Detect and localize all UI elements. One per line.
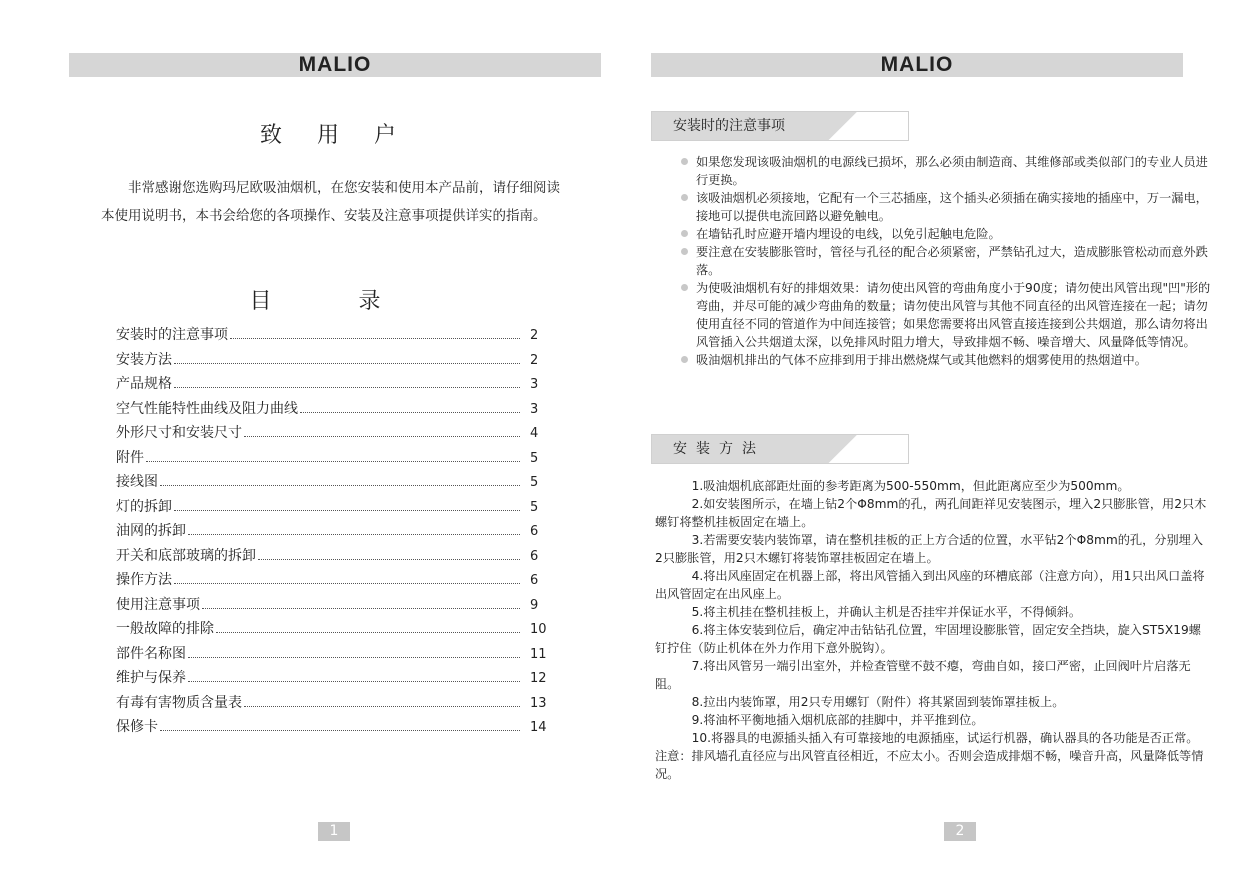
toc-item-label: 空气性能特性曲线及阻力曲线 bbox=[116, 400, 298, 417]
toc-item-label: 安装时的注意事项 bbox=[116, 327, 228, 343]
toc-item-page: 11 bbox=[530, 646, 547, 662]
toc-item-label: 保修卡 bbox=[116, 719, 158, 735]
toc-item-page: 3 bbox=[530, 401, 539, 417]
toc-leader-dots bbox=[174, 386, 520, 388]
installation-step: 8.拉出内装饰罩，用2只专用螺钉（附件）将其紧固到装饰罩挂板上。 bbox=[691, 695, 1065, 709]
toc-item bbox=[116, 692, 548, 717]
toc-item-page: 2 bbox=[530, 328, 539, 343]
toc-leader-dots bbox=[146, 460, 520, 462]
installation-step: 2.如安装图所示，在墙上钻2个Φ8mm的孔，两孔间距祥见安装图示，埋入2只膨胀管，用2只木螺钉将整机挂板固定在墙上。 bbox=[655, 497, 1207, 529]
precaution-item: 该吸油烟机必须接地，它配有一个三芯插座，这个插头必须插在确实接地的插座中，万一漏电，接地可以提供电流回路以避免触电。 bbox=[682, 189, 1212, 225]
brand-logo: MALIO bbox=[298, 53, 372, 76]
toc-item-label: 灯的拆卸 bbox=[116, 498, 172, 515]
toc-item-label: 操作方法 bbox=[116, 572, 172, 588]
toc-leader-dots bbox=[174, 509, 520, 511]
toc-item-page: 5 bbox=[530, 475, 539, 490]
toc-item-label: 附件 bbox=[116, 449, 144, 466]
toc-item-page: 13 bbox=[530, 695, 547, 711]
toc-item bbox=[116, 594, 548, 619]
precaution-item: 在墙钻孔时应避开墙内埋设的电线，以免引起触电危险。 bbox=[682, 225, 1212, 243]
toc-item-label: 一般故障的排除 bbox=[116, 621, 214, 637]
toc-item-page: 6 bbox=[530, 573, 539, 588]
toc-leader-dots bbox=[188, 656, 520, 658]
installation-step: 10.将器具的电源插头插入有可靠接地的电源插座，试运行机器，确认器具的各功能是否正常。 bbox=[691, 731, 1199, 745]
toc-item bbox=[116, 643, 548, 668]
toc-item bbox=[116, 716, 548, 741]
toc-leader-dots bbox=[258, 558, 520, 560]
toc-leader-dots bbox=[230, 337, 520, 339]
toc-leader-dots bbox=[244, 705, 520, 707]
toc-leader-dots bbox=[216, 631, 520, 633]
toc-item bbox=[116, 618, 548, 643]
precaution-item: 要注意在安装膨胀管时，管径与孔径的配合必须紧密，严禁钻孔过大，造成膨胀管松动而意外跌落。 bbox=[682, 243, 1212, 279]
section-title: 安装方法 bbox=[673, 441, 765, 457]
toc-item-label: 开关和底部玻璃的拆卸 bbox=[116, 547, 256, 564]
toc-item bbox=[116, 667, 548, 692]
toc-leader-dots bbox=[174, 582, 520, 584]
installation-note: 注意：排风墙孔直径应与出风管直径相近，不应太小。否则会造成排烟不畅，噪音升高，风量降低等情况。 bbox=[655, 749, 1204, 781]
toc-item-page: 5 bbox=[530, 499, 539, 515]
precautions-list bbox=[682, 153, 1212, 369]
toc-leader-dots bbox=[188, 680, 520, 682]
toc-item bbox=[116, 471, 548, 496]
toc-item-label: 外形尺寸和安装尺寸 bbox=[116, 425, 242, 441]
toc-leader-dots bbox=[188, 533, 520, 535]
toc-item-label: 产品规格 bbox=[116, 376, 172, 392]
installation-step: 9.将油杯平衡地插入烟机底部的挂脚中，并平推到位。 bbox=[691, 713, 984, 727]
brand-header-bar bbox=[69, 53, 601, 77]
toc-item bbox=[116, 496, 548, 521]
section-header-precautions bbox=[651, 111, 909, 141]
toc-item bbox=[116, 349, 548, 374]
page-number: 1 bbox=[318, 822, 350, 841]
installation-step: 3.若需要安装内装饰罩，请在整机挂板的正上方合适的位置，水平钻2个Φ8mm的孔，分别埋入2只膨胀管，用2只木螺钉将装饰罩挂板固定在墙上。 bbox=[655, 533, 1204, 565]
toc-item-label: 油网的拆卸 bbox=[116, 523, 186, 539]
greeting-paragraph: 非常感谢您选购玛尼欧吸油烟机，在您安装和使用本产品前，请仔细阅读本使用说明书，本书会给您的各项操作、安装及注意事项提供详实的指南。 bbox=[101, 180, 560, 224]
toc-item-page: 4 bbox=[530, 426, 539, 441]
toc-item-page: 2 bbox=[530, 352, 539, 368]
toc-item bbox=[116, 398, 548, 423]
toc-item-label: 有毒有害物质含量表 bbox=[116, 694, 242, 711]
toc-item-page: 5 bbox=[530, 450, 539, 466]
toc-leader-dots bbox=[202, 607, 520, 609]
installation-steps bbox=[655, 477, 1207, 783]
section-header-installation bbox=[651, 434, 909, 464]
greeting-body bbox=[101, 174, 571, 230]
brand-logo: MALIO bbox=[880, 53, 954, 76]
table-of-contents bbox=[116, 324, 548, 741]
precaution-item: 如果您发现该吸油烟机的电源线已损坏，那么必须由制造商、其维修部或类似部门的专业人员进行更换。 bbox=[682, 153, 1212, 189]
toc-leader-dots bbox=[160, 484, 520, 486]
toc-item bbox=[116, 545, 548, 570]
toc-item-page: 3 bbox=[530, 377, 539, 392]
precaution-item: 吸油烟机排出的气体不应排到用于排出燃烧煤气或其他燃料的烟雾使用的热烟道中。 bbox=[682, 351, 1212, 369]
toc-item bbox=[116, 422, 548, 447]
toc-item-label: 接线图 bbox=[116, 474, 158, 490]
installation-step: 7.将出风管另一端引出室外，并检查管壁不鼓不瘪，弯曲自如，接口严密，止回阀叶片启落无阻。 bbox=[655, 659, 1191, 691]
toc-leader-dots bbox=[160, 729, 520, 731]
installation-step: 5.将主机挂在整机挂板上，并确认主机是否挂牢并保证水平，不得倾斜。 bbox=[691, 605, 1082, 619]
toc-item-page: 10 bbox=[530, 622, 547, 637]
installation-step: 4.将出风座固定在机器上部，将出风管插入到出风座的环槽底部（注意方向），用1只出风口盖将出风管固定在出风座上。 bbox=[655, 569, 1205, 601]
brand-header-bar bbox=[651, 53, 1183, 77]
installation-step: 1.吸油烟机底部距灶面的参考距离为500-550mm，但此距离应至少为500mm。 bbox=[691, 479, 1130, 493]
toc-item-label: 部件名称图 bbox=[116, 645, 186, 662]
precaution-item: 为使吸油烟机有好的排烟效果：请勿使出风管的弯曲角度小于90度；请勿使出风管出现"凹"形的弯曲，并尽可能的减少弯曲角的数量；请勿使出风管与其他不同直径的出风管连接在一起；请勿使用直径不同的管道作为中间连接管；如果您需要将出风管直接连接到公共烟道，那么请勿将出风管插入公共烟道太深，以免排风时阻力增大，导致排烟不畅、噪音增大、风量降低等情况。 bbox=[682, 279, 1212, 351]
toc-item bbox=[116, 520, 548, 545]
toc-item bbox=[116, 373, 548, 398]
toc-item-page: 6 bbox=[530, 548, 539, 564]
right-page bbox=[626, 0, 1252, 894]
toc-title: 目 录 bbox=[249, 289, 421, 314]
toc-item bbox=[116, 324, 548, 349]
toc-item-page: 9 bbox=[530, 597, 539, 613]
toc-item-page: 14 bbox=[530, 720, 547, 735]
toc-leader-dots bbox=[174, 362, 520, 364]
toc-item-label: 使用注意事项 bbox=[116, 596, 200, 613]
toc-item-label: 维护与保养 bbox=[116, 670, 186, 686]
toc-leader-dots bbox=[244, 435, 520, 437]
section-title: 安装时的注意事项 bbox=[673, 118, 785, 134]
installation-step: 6.将主体安装到位后，确定冲击钻钻孔位置，牢固埋设膨胀管，固定安全挡块，旋入ST5X19螺钉拧住（防止机体在外力作用下意外脱钩）。 bbox=[655, 623, 1201, 655]
toc-item-page: 6 bbox=[530, 524, 539, 539]
toc-item-page: 12 bbox=[530, 671, 547, 686]
toc-item bbox=[116, 447, 548, 472]
greeting-title: 致 用 户 bbox=[260, 123, 410, 148]
toc-item bbox=[116, 569, 548, 594]
page-number: 2 bbox=[944, 822, 976, 841]
toc-leader-dots bbox=[300, 411, 520, 413]
toc-item-label: 安装方法 bbox=[116, 351, 172, 368]
